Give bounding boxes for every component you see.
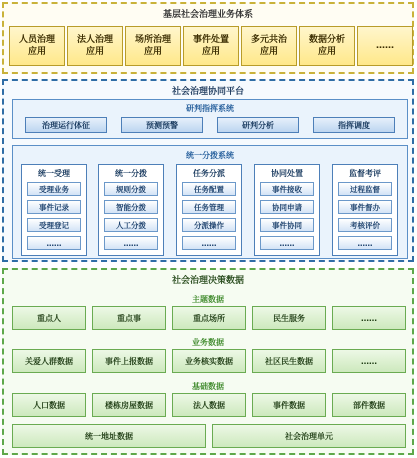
decision-system-label: 研判指挥系统: [186, 103, 234, 113]
app-box-people: 人员治理 应用: [9, 26, 65, 66]
decision-item: 指挥调度: [313, 117, 395, 133]
business-data-label: 业务数据: [192, 337, 224, 347]
column-item: 智能分拨: [104, 200, 158, 214]
dispatch-column: [98, 164, 164, 256]
base-data-item: 部件数据: [332, 393, 406, 417]
business-data-item: 事件上报数据: [92, 349, 166, 373]
decision-system-panel: [12, 99, 408, 139]
column-item: ……: [104, 236, 158, 250]
column-title: 统一受理: [38, 168, 70, 178]
dispatch-system-label: 统一分拨系统: [186, 150, 234, 160]
subject-data-item: 重点场所: [172, 306, 246, 330]
decision-item: 研判分析: [217, 117, 299, 133]
column-item: 过程监督: [338, 182, 392, 196]
decision-item: 预测预警: [121, 117, 203, 133]
app-box-data-analysis: 数据分析 应用: [299, 26, 355, 66]
base-data-item: 事件数据: [252, 393, 326, 417]
column-item: ……: [27, 236, 81, 250]
column-item: 事件协同: [260, 218, 314, 232]
app-box-event: 事件处置 应用: [183, 26, 239, 66]
column-title: 监督考评: [349, 168, 381, 178]
subject-data-item: 重点人: [12, 306, 86, 330]
unified-address-data: 统一地址数据: [12, 424, 206, 448]
column-item: 协同申请: [260, 200, 314, 214]
decision-item: 治理运行体征: [25, 117, 107, 133]
column-item: 事件记录: [27, 200, 81, 214]
column-item: 任务管理: [182, 200, 236, 214]
app-box-place: 场所治理 应用: [125, 26, 181, 66]
column-title: 协同处置: [271, 168, 303, 178]
column-item: 事件督办: [338, 200, 392, 214]
business-data-item: ……: [332, 349, 406, 373]
column-item: 分派操作: [182, 218, 236, 232]
base-data-label: 基础数据: [192, 381, 224, 391]
column-item: 受理业务: [27, 182, 81, 196]
platform-title: 社会治理协同平台: [171, 86, 244, 97]
base-data-item: 法人数据: [172, 393, 246, 417]
business-system-section: [2, 2, 414, 74]
column-item: ……: [338, 236, 392, 250]
base-data-item: 楼栋房屋数据: [92, 393, 166, 417]
dispatch-column: [254, 164, 320, 256]
column-item: 人工分拨: [104, 218, 158, 232]
column-item: 事件接收: [260, 182, 314, 196]
dispatch-column: [21, 164, 87, 256]
base-data-item: 人口数据: [12, 393, 86, 417]
subject-data-item: 民生服务: [252, 306, 326, 330]
app-box-more: ……: [357, 26, 413, 66]
platform-section: [2, 79, 414, 262]
data-section: [2, 268, 414, 455]
column-item: ……: [182, 236, 236, 250]
dispatch-system-panel: [12, 145, 408, 259]
subject-data-item: ……: [332, 306, 406, 330]
subject-data-label: 主题数据: [192, 294, 224, 304]
business-data-item: 社区民生数据: [252, 349, 326, 373]
app-box-legal-entity: 法人治理 应用: [67, 26, 123, 66]
subject-data-item: 重点事: [92, 306, 166, 330]
column-title: 统一分拨: [115, 168, 147, 178]
column-title: 任务分派: [193, 168, 225, 178]
column-item: 受理登记: [27, 218, 81, 232]
column-item: 规则分拨: [104, 182, 158, 196]
governance-unit: 社会治理单元: [212, 424, 406, 448]
column-item: ……: [260, 236, 314, 250]
column-item: 考核评价: [338, 218, 392, 232]
column-item: 任务配置: [182, 182, 236, 196]
dispatch-column: [176, 164, 242, 256]
data-section-title: 社会治理决策数据: [171, 275, 244, 286]
business-system-title: 基层社会治理业务体系: [162, 9, 253, 20]
app-box-co-governance: 多元共治 应用: [241, 26, 297, 66]
business-data-item: 业务核实数据: [172, 349, 246, 373]
business-data-item: 关爱人群数据: [12, 349, 86, 373]
dispatch-column: [332, 164, 398, 256]
